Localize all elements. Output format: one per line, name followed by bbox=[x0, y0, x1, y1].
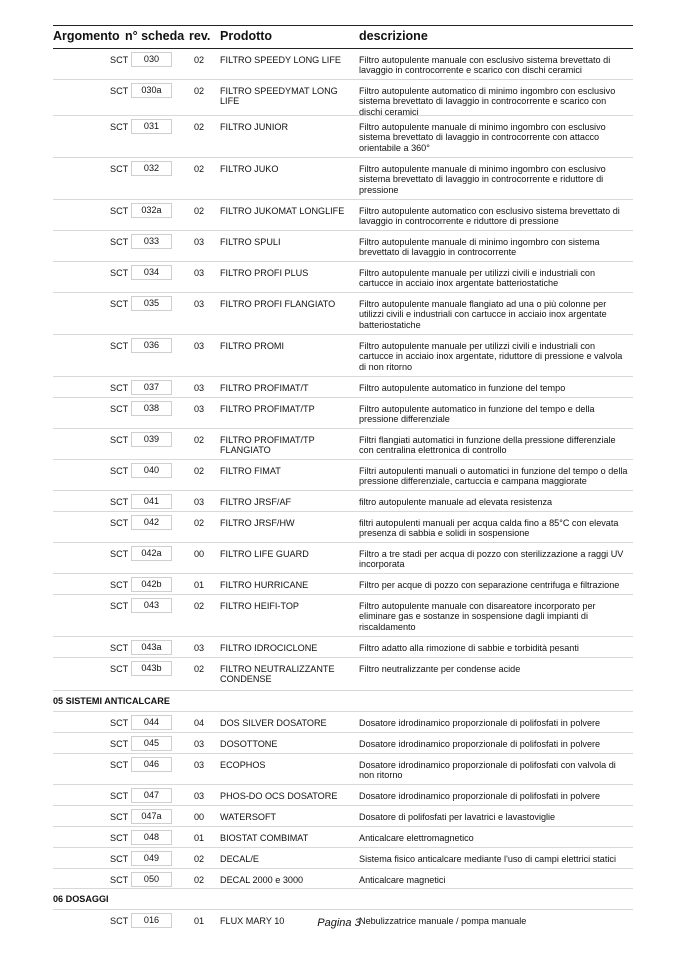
row-product: FILTRO SPEEDYMAT LONG LIFE bbox=[220, 86, 338, 107]
row-sheet-number: 032 bbox=[131, 161, 172, 176]
row-sheet-number: 045 bbox=[131, 736, 172, 751]
table-header bbox=[53, 25, 633, 49]
row-description: Nebulizzatrice manuale / pompa manuale bbox=[359, 916, 527, 926]
row-description: Filtro adatto alla rimozione di sabbie e torbidità pesanti bbox=[359, 643, 579, 653]
table-row bbox=[53, 806, 633, 827]
row-description: Filtro autopulente manuale con esclusivo sistema brevettato di lavaggio in controcorrente e scarico con dischi ceramici bbox=[359, 55, 611, 76]
row-description: Filtro autopulente automatico di minimo ingombro con esclusivo sistema brevettato di lavaggio in controcorrente e scarico con dischi ceramici bbox=[359, 86, 616, 117]
row-description: Dosatore idrodinamico proporzionale di polifosfati in polvere bbox=[359, 791, 601, 801]
row-product: FILTRO FIMAT bbox=[220, 466, 281, 476]
row-description: Filtro autopulente manuale con disareatore incorporato per eliminare gas e sostanze in sospensione dagli impianti di riscaldamento bbox=[359, 601, 596, 632]
row-revision: 03 bbox=[194, 643, 205, 653]
row-code: SCT bbox=[110, 466, 129, 476]
row-revision: 02 bbox=[194, 206, 205, 216]
row-code: SCT bbox=[110, 404, 129, 414]
row-product: FILTRO NEUTRALIZZANTE CONDENSE bbox=[220, 664, 335, 685]
table-row bbox=[53, 460, 633, 491]
row-sheet-number: 040 bbox=[131, 463, 172, 478]
row-sheet-number: 034 bbox=[131, 265, 172, 280]
row-code: SCT bbox=[110, 812, 129, 822]
section-heading bbox=[53, 889, 633, 910]
row-revision: 02 bbox=[194, 435, 205, 445]
row-revision: 01 bbox=[194, 580, 205, 590]
row-product: FILTRO PROFIMAT/T bbox=[220, 383, 309, 393]
row-revision: 03 bbox=[194, 299, 205, 309]
row-revision: 00 bbox=[194, 812, 205, 822]
row-sheet-number: 037 bbox=[131, 380, 172, 395]
row-description: Filtro autopulente manuale flangiato ad una o più colonne per utilizzi civili e industriali con cartucce in acciaio inox argentate batteriostatiche bbox=[359, 299, 607, 330]
row-revision: 02 bbox=[194, 664, 205, 674]
header-rev: rev. bbox=[189, 29, 211, 43]
row-description: filtro autopulente manuale ad elevata resistenza bbox=[359, 497, 553, 507]
row-revision: 03 bbox=[194, 760, 205, 770]
header-scheda: n° scheda bbox=[125, 29, 185, 43]
row-code: SCT bbox=[110, 164, 129, 174]
row-product: FILTRO HEIFI-TOP bbox=[220, 601, 299, 611]
header-argomento: Argomento bbox=[53, 29, 120, 43]
row-description: Filtri flangiati automatici in funzione della pressione differenziale con centralina elettronica di controllo bbox=[359, 435, 616, 456]
row-description: Filtro autopulente manuale di minimo ingombro con sistema brevettato di lavaggio in controcorrente bbox=[359, 237, 600, 258]
table-row bbox=[53, 754, 633, 785]
row-revision: 04 bbox=[194, 718, 205, 728]
table-row bbox=[53, 49, 633, 80]
row-code: SCT bbox=[110, 854, 129, 864]
row-revision: 02 bbox=[194, 55, 205, 65]
table-row bbox=[53, 262, 633, 293]
row-code: SCT bbox=[110, 435, 129, 445]
row-code: SCT bbox=[110, 497, 129, 507]
table-row bbox=[53, 712, 633, 733]
row-sheet-number: 041 bbox=[131, 494, 172, 509]
table-row bbox=[53, 231, 633, 262]
table-row bbox=[53, 827, 633, 848]
row-product: FILTRO JUNIOR bbox=[220, 122, 289, 132]
row-code: SCT bbox=[110, 206, 129, 216]
table-row bbox=[53, 293, 633, 335]
row-code: SCT bbox=[110, 383, 129, 393]
row-code: SCT bbox=[110, 580, 129, 590]
table-row bbox=[53, 574, 633, 595]
row-revision: 02 bbox=[194, 86, 205, 96]
page-number: Pagina 3 bbox=[317, 917, 361, 929]
table-body bbox=[53, 49, 633, 930]
row-description: Filtro a tre stadi per acqua di pozzo con sterilizzazione a raggi UV incorporata bbox=[359, 549, 624, 570]
row-sheet-number: 042a bbox=[131, 546, 172, 561]
table-row bbox=[53, 80, 633, 116]
row-code: SCT bbox=[110, 875, 129, 885]
row-revision: 03 bbox=[194, 237, 205, 247]
row-revision: 03 bbox=[194, 268, 205, 278]
table-row bbox=[53, 543, 633, 574]
row-revision: 00 bbox=[194, 549, 205, 559]
row-description: Filtro autopulente automatico in funzione del tempo bbox=[359, 383, 566, 393]
table-row bbox=[53, 398, 633, 429]
table-row bbox=[53, 595, 633, 637]
row-code: SCT bbox=[110, 237, 129, 247]
row-sheet-number: 035 bbox=[131, 296, 172, 311]
row-revision: 02 bbox=[194, 122, 205, 132]
row-product: FILTRO IDROCICLONE bbox=[220, 643, 318, 653]
row-revision: 03 bbox=[194, 791, 205, 801]
row-product: FILTRO PROFI PLUS bbox=[220, 268, 309, 278]
row-description: Filtri autopulenti manuali o automatici in funzione del tempo o della pressione differenziale, cartuccia e campana maggiorate bbox=[359, 466, 628, 487]
row-product: FILTRO JRSF/AF bbox=[220, 497, 292, 507]
row-sheet-number: 043a bbox=[131, 640, 172, 655]
row-product: FILTRO JUKO bbox=[220, 164, 279, 174]
row-code: SCT bbox=[110, 718, 129, 728]
table-row bbox=[53, 512, 633, 543]
table-row bbox=[53, 733, 633, 754]
table-row bbox=[53, 637, 633, 658]
row-sheet-number: 038 bbox=[131, 401, 172, 416]
row-sheet-number: 030 bbox=[131, 52, 172, 67]
row-description: Filtro per acque di pozzo con separazione centrifuga e filtrazione bbox=[359, 580, 620, 590]
section-title: 06 DOSAGGI bbox=[53, 894, 109, 904]
row-description: Sistema fisico anticalcare mediante l'uso di campi elettrici statici bbox=[359, 854, 616, 864]
row-product: FILTRO LIFE GUARD bbox=[220, 549, 309, 559]
row-revision: 02 bbox=[194, 518, 205, 528]
row-description: Filtro autopulente manuale per utilizzi civili e industriali con cartucce in acciaio inox argentate batteriostatiche bbox=[359, 268, 596, 289]
header-prodotto: Prodotto bbox=[220, 29, 273, 43]
row-revision: 03 bbox=[194, 341, 205, 351]
row-revision: 02 bbox=[194, 164, 205, 174]
row-description: Anticalcare magnetici bbox=[359, 875, 446, 885]
row-sheet-number: 033 bbox=[131, 234, 172, 249]
row-product: WATERSOFT bbox=[220, 812, 277, 822]
row-sheet-number: 044 bbox=[131, 715, 172, 730]
row-code: SCT bbox=[110, 341, 129, 351]
row-code: SCT bbox=[110, 122, 129, 132]
row-sheet-number: 036 bbox=[131, 338, 172, 353]
row-product: DECAL 2000 e 3000 bbox=[220, 875, 304, 885]
row-product: FILTRO SPEEDY LONG LIFE bbox=[220, 55, 341, 65]
row-code: SCT bbox=[110, 833, 129, 843]
row-sheet-number: 042 bbox=[131, 515, 172, 530]
row-sheet-number: 042b bbox=[131, 577, 172, 592]
row-sheet-number: 047 bbox=[131, 788, 172, 803]
table-row bbox=[53, 335, 633, 377]
row-code: SCT bbox=[110, 268, 129, 278]
table-row bbox=[53, 848, 633, 869]
row-description: filtri autopulenti manuali per acqua calda fino a 85°C con elevata presenza di sabbia e solidi in sospensione bbox=[359, 518, 619, 539]
row-sheet-number: 049 bbox=[131, 851, 172, 866]
row-sheet-number: 032a bbox=[131, 203, 172, 218]
row-revision: 03 bbox=[194, 497, 205, 507]
row-product: PHOS-DO OCS DOSATORE bbox=[220, 791, 338, 801]
row-sheet-number: 043 bbox=[131, 598, 172, 613]
row-description: Filtro neutralizzante per condense acide bbox=[359, 664, 521, 674]
row-code: SCT bbox=[110, 518, 129, 528]
row-product: FILTRO JUKOMAT LONGLIFE bbox=[220, 206, 345, 216]
row-description: Filtro autopulente automatico in funzione del tempo e della pressione differenziale bbox=[359, 404, 595, 425]
row-description: Filtro autopulente automatico con esclusivo sistema brevettato di lavaggio in controcorrente e riduttore di pressione bbox=[359, 206, 620, 227]
row-revision: 03 bbox=[194, 404, 205, 414]
catalog-table bbox=[53, 25, 633, 930]
table-row bbox=[53, 200, 633, 231]
row-sheet-number: 046 bbox=[131, 757, 172, 772]
row-description: Dosatore idrodinamico proporzionale di polifosfati con valvola di non ritorno bbox=[359, 760, 616, 781]
row-revision: 02 bbox=[194, 466, 205, 476]
row-code: SCT bbox=[110, 916, 129, 926]
row-sheet-number: 031 bbox=[131, 119, 172, 134]
row-description: Filtro autopulente manuale per utilizzi civili e industriali con cartucce in acciaio inox argentate, riduttore di pressione e valvola di non ritorno bbox=[359, 341, 623, 372]
row-product: FILTRO PROFI FLANGIATO bbox=[220, 299, 336, 309]
row-revision: 01 bbox=[194, 833, 205, 843]
row-revision: 02 bbox=[194, 601, 205, 611]
row-code: SCT bbox=[110, 760, 129, 770]
row-description: Dosatore idrodinamico proporzionale di polifosfati in polvere bbox=[359, 739, 601, 749]
table-row bbox=[53, 158, 633, 200]
row-product: FILTRO PROFIMAT/TP FLANGIATO bbox=[220, 435, 315, 456]
table-row bbox=[53, 658, 633, 691]
row-product: FLUX MARY 10 bbox=[220, 916, 285, 926]
row-code: SCT bbox=[110, 664, 129, 674]
table-row bbox=[53, 491, 633, 512]
row-description: Filtro autopulente manuale di minimo ingombro con esclusivo sistema brevettato di lavaggio in controcorrente e riduttore di pressione bbox=[359, 164, 606, 195]
row-product: FILTRO PROMI bbox=[220, 341, 284, 351]
table-row bbox=[53, 869, 633, 889]
row-product: FILTRO HURRICANE bbox=[220, 580, 309, 590]
header-descrizione: descrizione bbox=[359, 29, 428, 43]
row-sheet-number: 048 bbox=[131, 830, 172, 845]
row-sheet-number: 030a bbox=[131, 83, 172, 98]
row-revision: 02 bbox=[194, 854, 205, 864]
row-description: Dosatore idrodinamico proporzionale di polifosfati in polvere bbox=[359, 718, 601, 728]
row-code: SCT bbox=[110, 299, 129, 309]
row-product: DECAL/E bbox=[220, 854, 259, 864]
row-code: SCT bbox=[110, 791, 129, 801]
row-product: DOSOTTONE bbox=[220, 739, 278, 749]
row-code: SCT bbox=[110, 86, 129, 96]
row-product: FILTRO JRSF/HW bbox=[220, 518, 295, 528]
row-code: SCT bbox=[110, 643, 129, 653]
section-title: 05 SISTEMI ANTICALCARE bbox=[53, 696, 170, 706]
table-row bbox=[53, 785, 633, 806]
row-product: BIOSTAT COMBIMAT bbox=[220, 833, 309, 843]
table-row bbox=[53, 429, 633, 460]
row-product: FILTRO PROFIMAT/TP bbox=[220, 404, 315, 414]
row-description: Filtro autopulente manuale di minimo ingombro con esclusivo sistema brevettato di lavaggio in controcorrente con attacco orientabile a 360° bbox=[359, 122, 606, 153]
row-revision: 03 bbox=[194, 739, 205, 749]
row-sheet-number: 047a bbox=[131, 809, 172, 824]
row-code: SCT bbox=[110, 601, 129, 611]
row-description: Anticalcare elettromagnetico bbox=[359, 833, 474, 843]
row-sheet-number: 039 bbox=[131, 432, 172, 447]
row-description: Dosatore di polifosfati per lavatrici e lavastoviglie bbox=[359, 812, 556, 822]
row-code: SCT bbox=[110, 55, 129, 65]
row-code: SCT bbox=[110, 549, 129, 559]
section-heading bbox=[53, 691, 633, 712]
row-revision: 01 bbox=[194, 916, 205, 926]
row-product: ECOPHOS bbox=[220, 760, 266, 770]
row-sheet-number: 050 bbox=[131, 872, 172, 887]
table-row bbox=[53, 116, 633, 158]
row-product: FILTRO SPULI bbox=[220, 237, 281, 247]
row-code: SCT bbox=[110, 739, 129, 749]
row-sheet-number: 016 bbox=[131, 913, 172, 928]
row-sheet-number: 043b bbox=[131, 661, 172, 676]
table-row bbox=[53, 377, 633, 398]
row-revision: 02 bbox=[194, 875, 205, 885]
row-product: DOS SILVER DOSATORE bbox=[220, 718, 327, 728]
row-revision: 03 bbox=[194, 383, 205, 393]
